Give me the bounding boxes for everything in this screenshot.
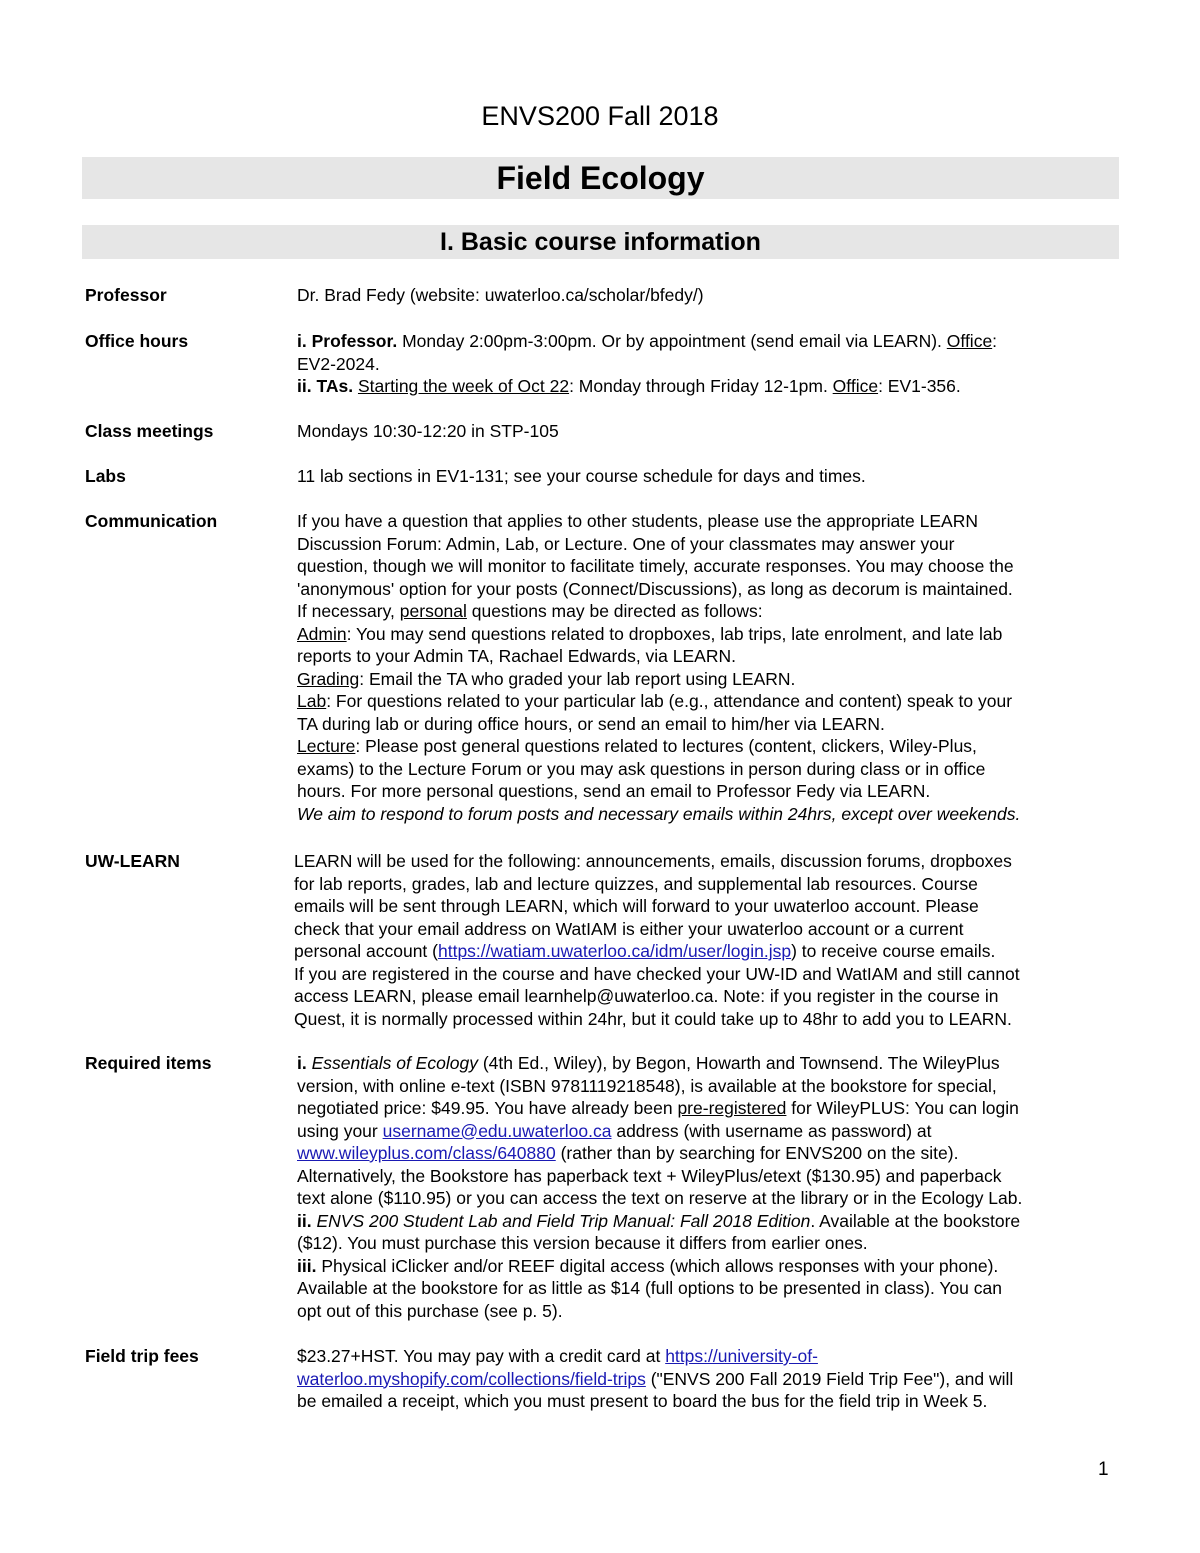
item-ii-num: ii. bbox=[297, 1210, 312, 1231]
communication-intro-line: If you have a question that applies to other students, please use the appropriate LEARN bbox=[297, 511, 978, 531]
office-hours-ta-start: Starting the week of Oct 22 bbox=[357, 376, 570, 396]
lab-text: : For questions related to your particular lab (e.g., attendance and content) speak to your bbox=[326, 691, 1013, 711]
office-hours-prof-label: Professor. bbox=[311, 331, 398, 351]
required-items-value bbox=[297, 1052, 1127, 1322]
office-hours-prof-office-line: EV2-2024. bbox=[297, 353, 380, 374]
uw-learn-line: check that your email address on WatIAM is either your uwaterloo account or a current bbox=[294, 918, 964, 939]
communication-value bbox=[297, 510, 1127, 825]
required-item-ii-line bbox=[297, 1210, 1127, 1233]
communication-lecture-line bbox=[297, 735, 1127, 758]
uw-learn-line: for lab reports, grades, lab and lecture quizzes, and supplemental lab resources. Course bbox=[294, 873, 978, 894]
course-title-banner: Field Ecology bbox=[82, 157, 1119, 199]
admin-text: : You may send questions related to dropboxes, lab trips, late enrolment, and late lab bbox=[346, 623, 1003, 644]
shopify-link-part-1[interactable]: https://university-of- bbox=[665, 1346, 818, 1366]
field-trip-fees-value bbox=[297, 1345, 1127, 1413]
required-item-i-line-3 bbox=[297, 1097, 1127, 1120]
class-meetings-value bbox=[297, 420, 1127, 443]
item-i-line3-pre: negotiated price: $49.95. You have already been bbox=[297, 1098, 678, 1118]
professor-label: Professor bbox=[85, 285, 167, 305]
office-hours-ta-office-label: Office bbox=[832, 376, 879, 396]
username-email-link[interactable]: username@edu.uwaterloo.ca bbox=[382, 1120, 612, 1141]
field-trip-pre: $23.27+HST. You may pay with a credit card at bbox=[297, 1346, 666, 1366]
communication-personal-line bbox=[297, 600, 1127, 623]
office-hours-prof-num: i. bbox=[297, 331, 307, 351]
item-i-line4-post: address (with username as password) at bbox=[611, 1120, 932, 1141]
office-hours-professor-line bbox=[297, 330, 1127, 353]
watiam-link[interactable]: https://watiam.uwaterloo.ca/idm/user/login.jsp bbox=[437, 941, 792, 961]
communication-intro-line: 'anonymous' option for your posts (Connect/Discussions), as long as decorum is maintained. bbox=[297, 578, 1013, 599]
lab-label: Lab bbox=[297, 691, 327, 711]
office-hours-label: Office hours bbox=[85, 331, 189, 351]
office-hours-prof-text: Monday 2:00pm-3:00pm. Or by appointment (send email via LEARN). bbox=[397, 331, 947, 351]
communication-label: Communication bbox=[85, 511, 218, 531]
lecture-label: Lecture bbox=[297, 736, 356, 756]
office-hours-ta-num: ii. bbox=[297, 376, 312, 396]
office-hours-prof-office-label: Office bbox=[946, 331, 993, 351]
page-number: 1 bbox=[1098, 1459, 1109, 1480]
field-trip-post: ("ENVS 200 Fall 2019 Field Trip Fee"), and will bbox=[645, 1368, 1014, 1389]
communication-grading-line bbox=[297, 668, 1127, 691]
required-item-iii-line-3: opt out of this purchase (see p. 5). bbox=[297, 1300, 563, 1321]
item-ii-title: ENVS 200 Student Lab and Field Trip Manual: Fall 2018 Edition bbox=[316, 1210, 811, 1231]
communication-admin-line-2: reports to your Admin TA, Rachael Edwards, via LEARN. bbox=[297, 646, 736, 666]
section-title-banner: I. Basic course information bbox=[82, 225, 1119, 259]
communication-lab-line bbox=[297, 690, 1127, 713]
lecture-text: : Please post general questions related to lectures (content, clickers, Wiley-Plus, bbox=[355, 736, 977, 756]
class-meetings-label: Class meetings bbox=[85, 421, 214, 441]
required-item-i-line-4 bbox=[297, 1120, 1127, 1143]
required-items-label: Required items bbox=[85, 1053, 212, 1073]
personal-word: personal bbox=[399, 601, 467, 621]
labs-label: Labs bbox=[85, 466, 126, 486]
office-hours-ta-line bbox=[297, 375, 1127, 398]
field-trip-line-1 bbox=[297, 1345, 1127, 1368]
required-item-ii-line-2: ($12). You must purchase this version because it differs from earlier ones. bbox=[297, 1233, 868, 1253]
communication-intro-line: question, though we will monitor to facilitate timely, accurate responses. You may choose the bbox=[297, 556, 1014, 576]
uw-learn-value bbox=[294, 850, 1124, 1030]
uw-learn-line: LEARN will be used for the following: announcements, emails, discussion forums, dropboxes bbox=[294, 851, 1012, 871]
communication-lecture-line-2: exams) to the Lecture Forum or you may ask questions in person during class or in office bbox=[297, 758, 986, 779]
communication-intro-line: Discussion Forum: Admin, Lab, or Lecture. One of your classmates may answer your bbox=[297, 533, 955, 554]
uw-learn-link-line bbox=[294, 940, 1124, 963]
item-ii-rest: . Available at the bookstore bbox=[810, 1210, 1021, 1231]
uw-learn-line: Quest, it is normally processed within 24hr, but it could take up to 48hr to add you to LEARN. bbox=[294, 1008, 1012, 1029]
uw-learn-label: UW-LEARN bbox=[85, 851, 180, 871]
field-trip-line-3: be emailed a receipt, which you must present to board the bus for the field trip in Week 5. bbox=[297, 1391, 988, 1411]
uw-learn-line: If you are registered in the course and have checked your UW-ID and WatIAM and still cannot bbox=[294, 963, 1020, 984]
required-item-i-line-2: version, with online e-text (ISBN 9781119218548), is available at the bookstore for special, bbox=[297, 1075, 997, 1096]
admin-label: Admin bbox=[297, 623, 347, 644]
item-i-num: i. bbox=[297, 1053, 307, 1073]
grading-text: : Email the TA who graded your lab report using LEARN. bbox=[359, 668, 796, 689]
labs-value bbox=[297, 465, 1127, 488]
communication-lab-line-2: TA during lab or during office hours, or send an email to him/her via LEARN. bbox=[297, 713, 885, 734]
communication-admin-line bbox=[297, 623, 1127, 646]
required-item-i-line-5 bbox=[297, 1142, 1127, 1165]
uw-learn-line: emails will be sent through LEARN, which will forward to your uwaterloo account. Please bbox=[294, 896, 979, 916]
personal-pre: If necessary, bbox=[297, 601, 400, 621]
labs-text: 11 lab sections in EV1-131; see your course schedule for days and times. bbox=[297, 466, 866, 486]
item-i-title: Essentials of Ecology bbox=[311, 1053, 478, 1073]
item-i-line5-post: (rather than by searching for ENVS200 on the site). bbox=[555, 1143, 959, 1163]
class-meetings-text: Mondays 10:30-12:20 in STP-105 bbox=[297, 421, 559, 441]
watiam-link-post: ) to receive course emails. bbox=[791, 941, 996, 961]
communication-lecture-line-3: hours. For more personal questions, send an email to Professor Fedy via LEARN. bbox=[297, 781, 931, 801]
item-i-line4-pre: using your bbox=[297, 1120, 383, 1141]
required-item-iii-line-2: Available at the bookstore for as little as $14 (full options to be presented in class). You can bbox=[297, 1278, 1002, 1298]
required-item-i-line bbox=[297, 1052, 1127, 1075]
professor-text: Dr. Brad Fedy (website: uwaterloo.ca/scholar/bfedy/) bbox=[297, 285, 704, 305]
item-i-rest: (4th Ed., Wiley), by Begon, Howarth and Townsend. The WileyPlus bbox=[477, 1053, 1000, 1073]
personal-post: questions may be directed as follows: bbox=[466, 601, 763, 621]
uw-learn-line: access LEARN, please email learnhelp@uwaterloo.ca. Note: if you register in the course in bbox=[294, 986, 999, 1006]
grading-label: Grading bbox=[297, 668, 360, 689]
communication-aim-line: We aim to respond to forum posts and necessary emails within 24hrs, except over weekends. bbox=[297, 803, 1021, 824]
required-item-i-line-6: Alternatively, the Bookstore has paperback text + WileyPlus/etext ($130.95) and paperback bbox=[297, 1165, 1002, 1186]
item-i-preregistered: pre-registered bbox=[677, 1098, 787, 1118]
required-item-iii-line bbox=[297, 1255, 1127, 1278]
watiam-link-pre: personal account ( bbox=[294, 941, 438, 961]
office-hours-ta-text: : Monday through Friday 12-1pm. bbox=[569, 376, 833, 396]
professor-value bbox=[297, 284, 1127, 307]
field-trip-fees-label: Field trip fees bbox=[85, 1346, 199, 1366]
wileyplus-class-link[interactable]: www.wileyplus.com/class/640880 bbox=[297, 1143, 556, 1163]
item-iii-num: iii. bbox=[297, 1255, 317, 1276]
item-iii-rest: Physical iClicker and/or REEF digital access (which allows responses with your phone). bbox=[316, 1255, 999, 1276]
office-hours-ta-office-value: : EV1-356. bbox=[878, 376, 961, 396]
office-hours-ta-label: TAs. bbox=[316, 376, 354, 396]
item-i-line3-post: for WileyPLUS: You can login bbox=[786, 1098, 1019, 1118]
shopify-link-part-2[interactable]: waterloo.myshopify.com/collections/field-trips bbox=[297, 1368, 646, 1389]
course-code-heading: ENVS200 Fall 2018 bbox=[481, 101, 719, 131]
office-hours-value bbox=[297, 330, 1127, 398]
required-item-i-line-7: text alone ($110.95) or you can access the text on reserve at the library or in the Ecology Lab. bbox=[297, 1188, 1023, 1208]
office-hours-prof-office-colon: : bbox=[992, 331, 998, 351]
field-trip-line-2 bbox=[297, 1368, 1127, 1391]
